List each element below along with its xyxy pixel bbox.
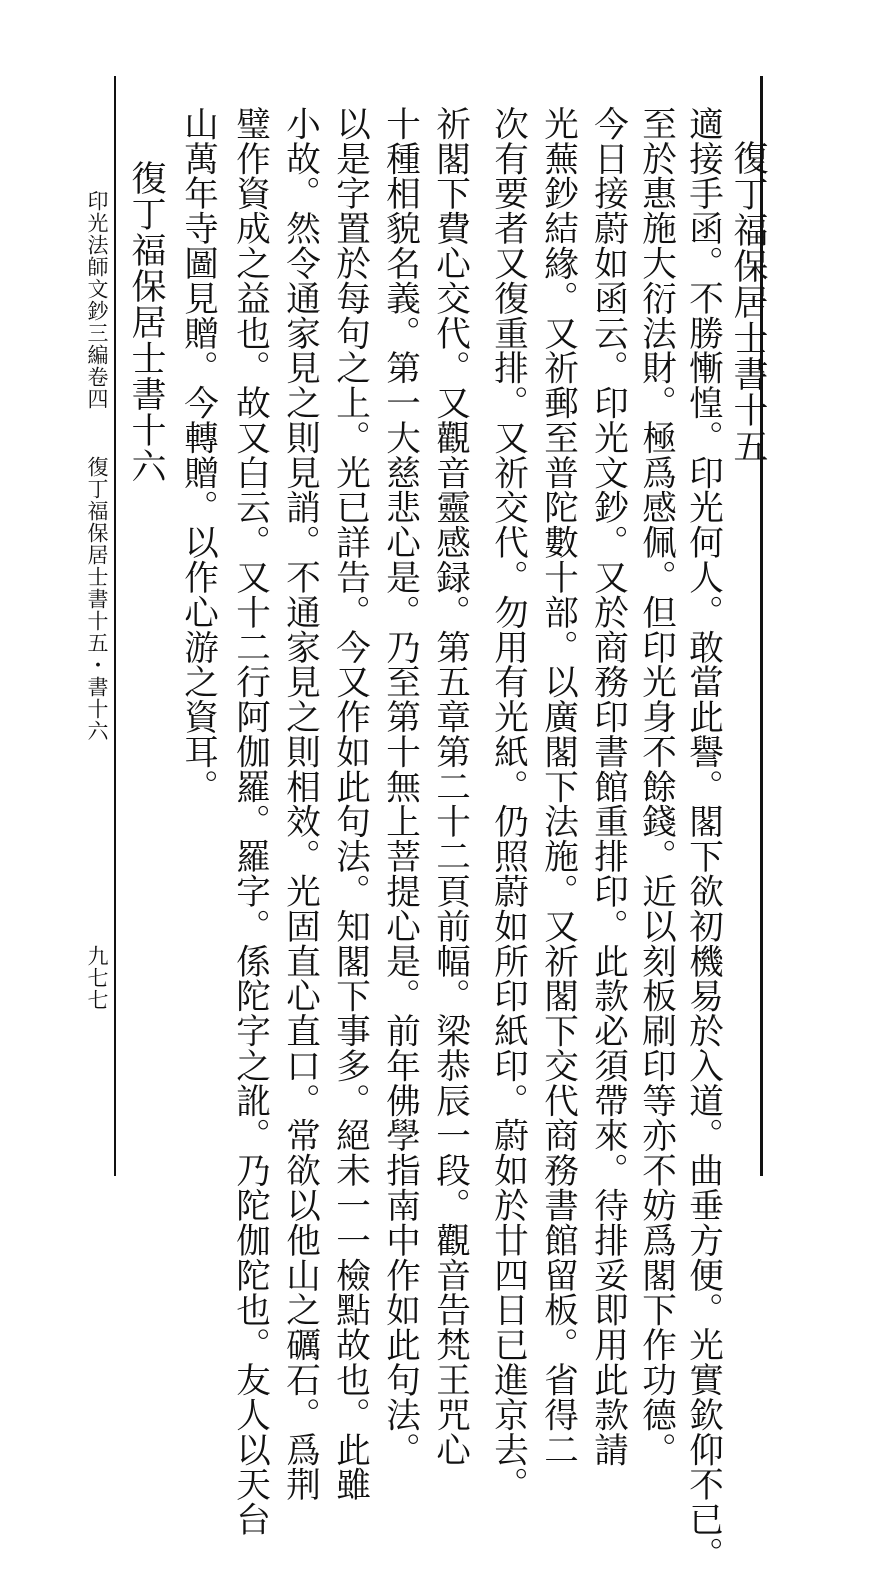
letter-15-column-2: 至於惠施大衍法財。極爲感佩。但印光身不餘錢。近以刻板刷印等亦不妨爲閣下作功德。 [635,106,676,1467]
letter-15-column-1: 適接手函。不勝慚惶。印光何人。敢當此譽。閣下欲初機易於入道。曲垂方便。光實欽仰不已。 [682,106,723,1571]
letter-16-title: 復丁福保居士書十六 [126,160,166,484]
page-number: 九七七 [85,945,109,1011]
letter-15-title: 復丁福保居士書十五 [728,140,768,464]
book-title-header: 印光法師文鈔三編卷四 [85,190,109,410]
letter-16-column-1: 山萬年寺圖見贈。今轉贈。以作心游之資耳。 [177,106,218,804]
letter-15-column-8: 以是字置於每句之上。光已詳告。今又作如此句法。知閣下事多。絕未一一檢點故也。此雖 [329,106,370,1502]
letter-15-column-3: 今日接蔚如函云。印光文鈔。又於商務印書館重排印。此款必須帶來。待排妥即用此款請 [587,106,628,1467]
letter-15-column-6: 祈閣下費心交代。又觀音靈感録。第五章第二十二頁前幅。梁恭辰一段。觀音告梵王咒心 [429,106,470,1467]
letter-15-column-5: 次有要者又復重排。又祈交代。勿用有光紙。仍照蔚如所印紙印。蔚如於廿四日已進京去。 [487,106,528,1502]
section-titles-header: 復丁福保居士書十五・書十六 [85,456,109,742]
letter-15-column-9: 小故。然令通家見之則見誚。不通家見之則相效。光固直心直口。常欲以他山之礪石。爲荆 [279,106,320,1502]
letter-15-column-10: 璧作資成之益也。故又白云。又十二行阿伽羅。羅字。係陀字之訛。乃陀伽陀也。友人以天台 [229,106,270,1537]
letter-15-column-4: 光蕪鈔結緣。又祈郵至普陀數十部。以廣閣下法施。又祈閣下交代商務書館留板。省得二 [537,106,578,1467]
letter-15-column-7: 十種相貌名義。第一大慈悲心是。乃至第十無上菩提心是。前年佛學指南中作如此句法。 [379,106,420,1467]
left-border-rule [114,76,116,1176]
